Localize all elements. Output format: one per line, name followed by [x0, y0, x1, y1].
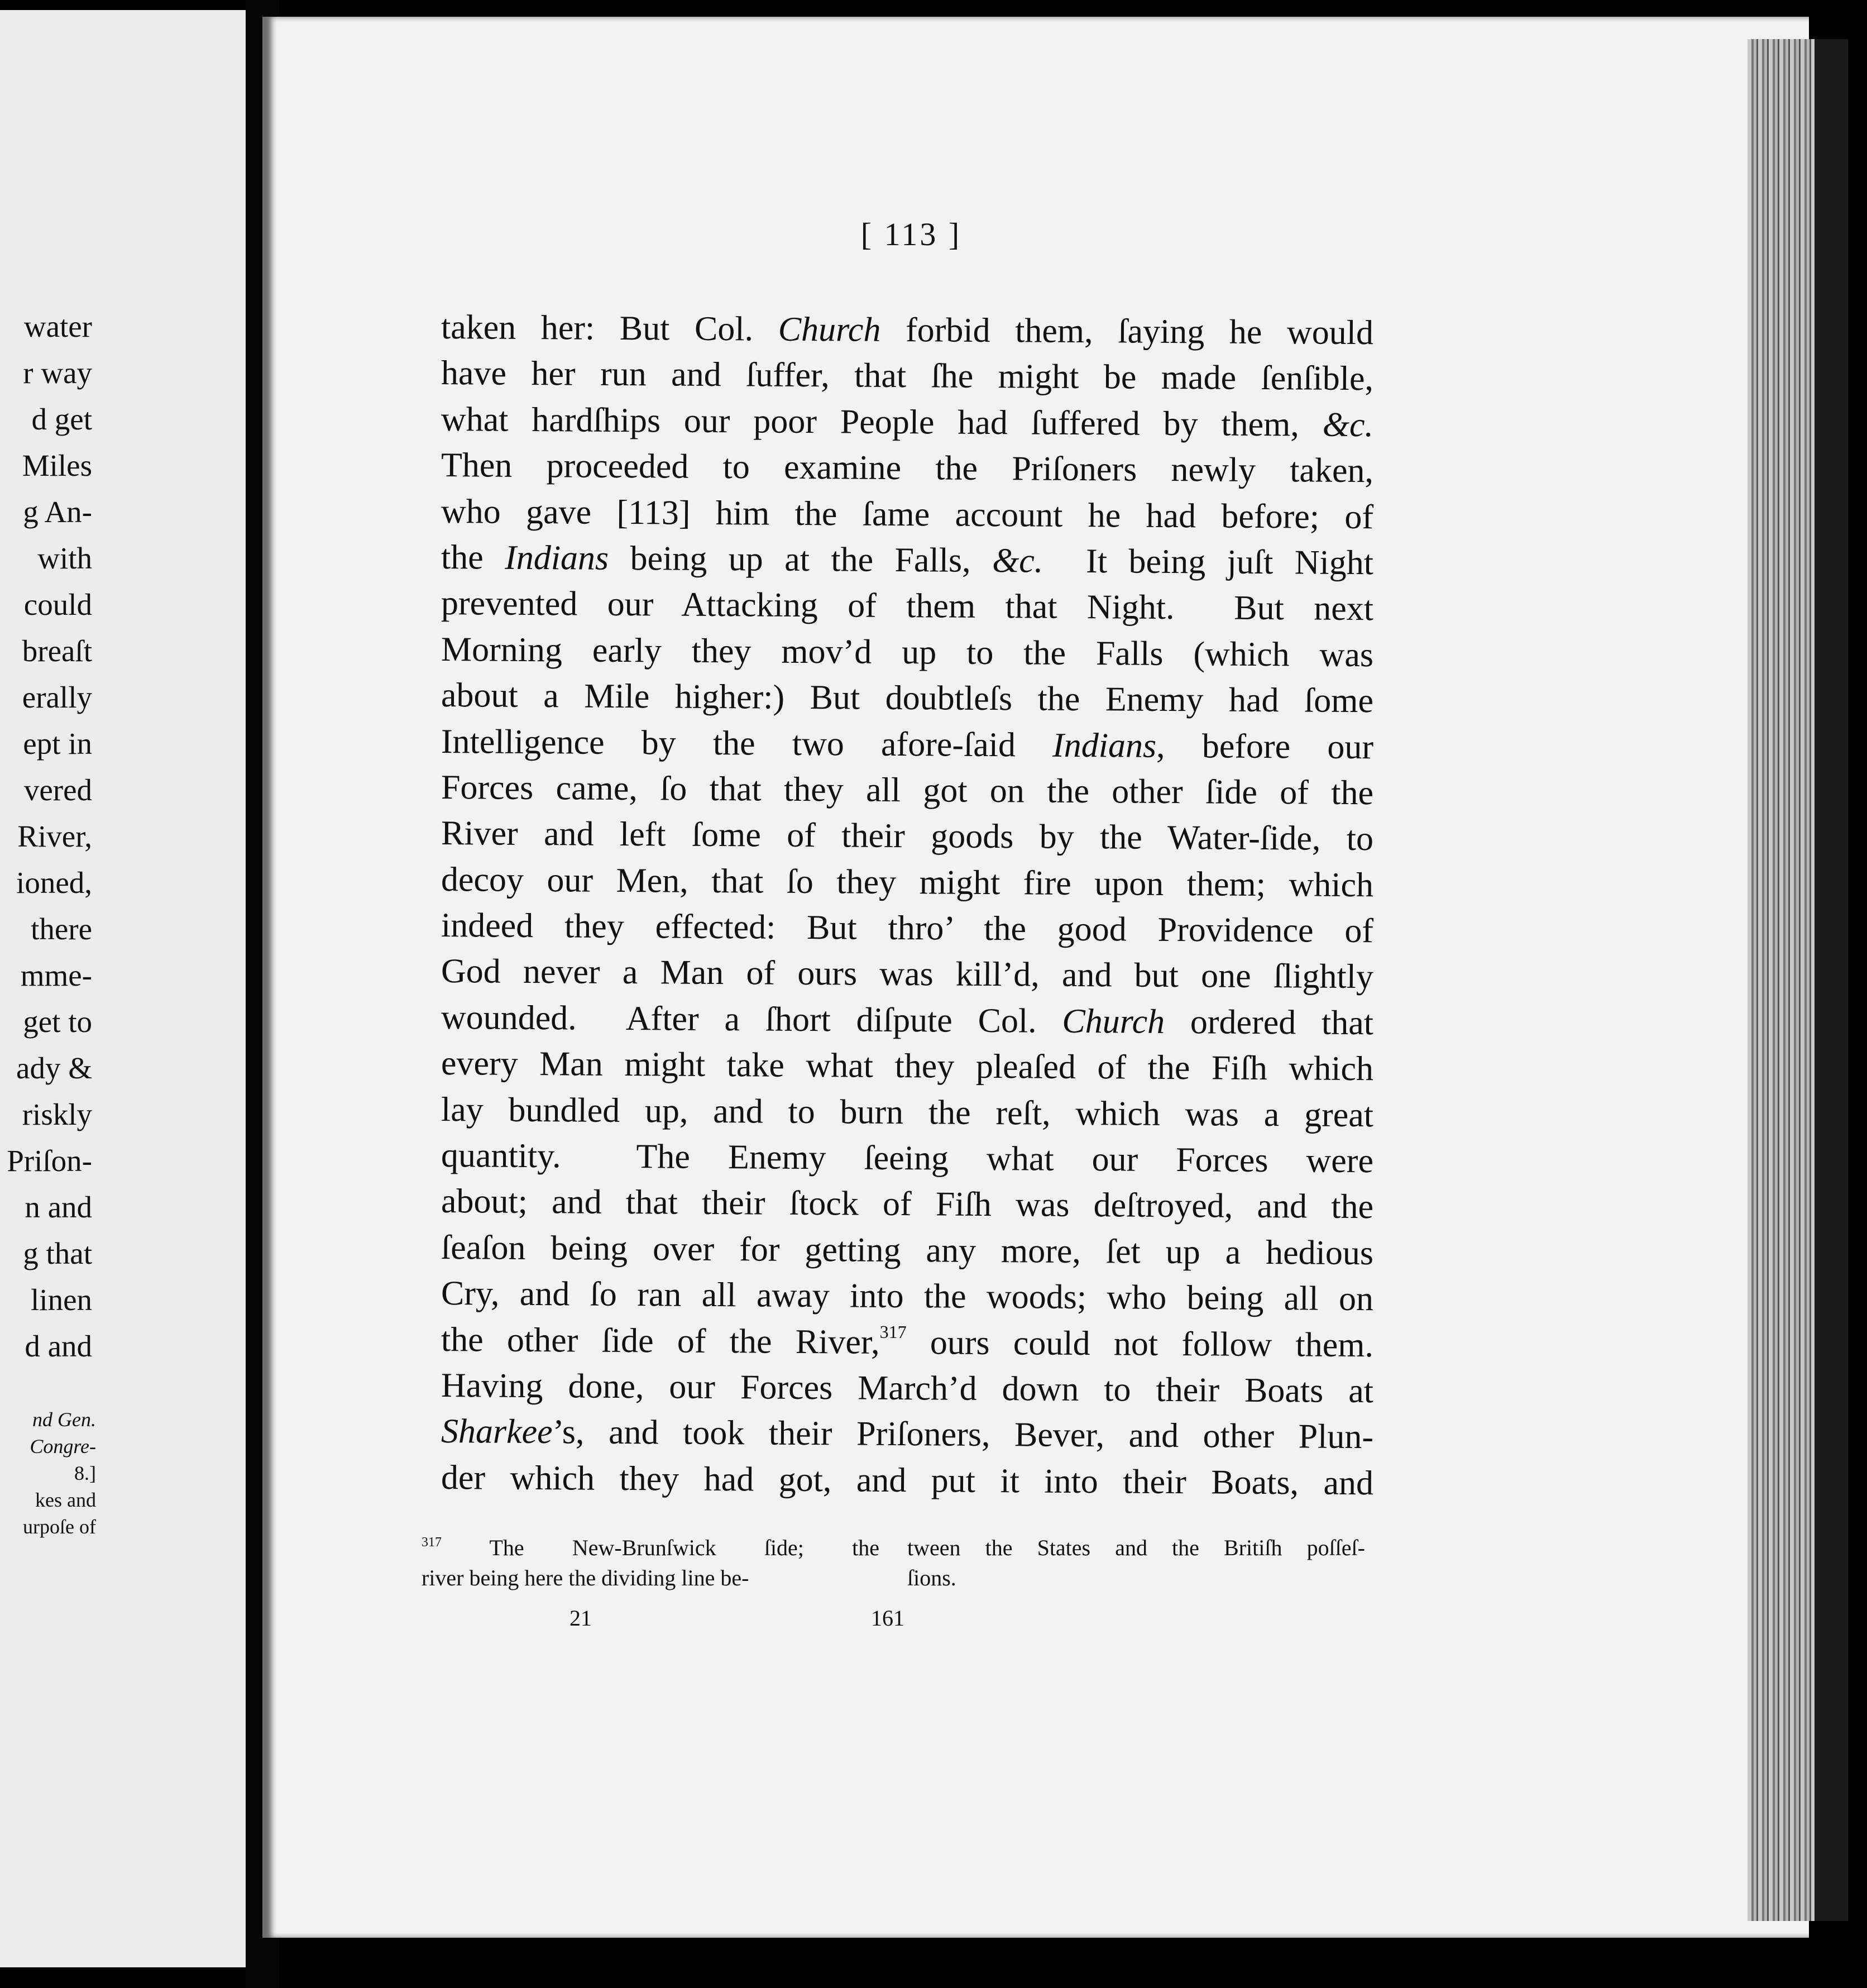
previous-page-line: d get — [31, 402, 92, 436]
text-line: every Man might take what they pleaſed of the Fiſh which — [441, 1044, 1374, 1088]
previous-page-note-line: Congre- — [30, 1435, 96, 1457]
previous-page — [0, 10, 246, 1967]
previous-page-line: linen — [31, 1283, 92, 1317]
text-line: Morning early they mov’d up to the Falls (which was — [441, 630, 1374, 674]
previous-page-line: ept in — [23, 727, 92, 761]
previous-page-note-line: kes and — [35, 1489, 96, 1511]
text-line: ſeaſon being over for getting any more, ſet up a hedious — [441, 1228, 1374, 1273]
body-text — [441, 304, 1373, 1500]
previous-page-line: ady & — [16, 1051, 92, 1085]
text-line: Sharkee’s, and took their Priſoners, Bever, and other Plun- — [441, 1412, 1374, 1456]
footnote-line: tween the States and the Britiſh poſſeſ- — [907, 1535, 1365, 1560]
footnote-line: $^{317}$ The New-Brunſwick ſide; the — [422, 1535, 879, 1560]
footnote-317 — [422, 1533, 1365, 1600]
footnote-column-1 — [422, 1533, 879, 1593]
text-line: taken her: But Col. Church forbid them, ſaying he would — [441, 308, 1374, 352]
folio-number: 161 — [871, 1605, 904, 1631]
previous-page-line: r way — [23, 356, 92, 390]
previous-page-text — [0, 303, 92, 1369]
previous-page-line: ioned, — [16, 866, 92, 900]
text-line: Intelligence by the two afore-ſaid Indians, before our — [441, 722, 1374, 766]
text-line: God never a Man of ours was kill’d, and but one ſlightly — [441, 952, 1374, 996]
previous-page-note-line: nd Gen. — [32, 1408, 96, 1431]
text-line: about; and that their ſtock of Fiſh was deſtroyed, and the — [441, 1182, 1374, 1226]
text-line: the other ſide of the River,$^{317}$ ours could not follow them. — [441, 1320, 1374, 1364]
footnote-line: river being here the dividing line be- — [422, 1565, 749, 1590]
previous-page-line: water — [23, 309, 92, 343]
previous-page-line: get to — [23, 1005, 92, 1039]
page-number: [ 113 ] — [860, 216, 962, 252]
text-line: River and left ſome of their goods by the Water-ſide, to — [441, 814, 1374, 858]
text-line: decoy our Men, that ſo they might fire upon them; which — [441, 860, 1374, 904]
text-line: Cry, and ſo ran all away into the woods; who being all on — [441, 1274, 1374, 1318]
text-line: have her run and ſuffer, that ſhe might be made ſenſible, — [441, 354, 1374, 398]
previous-page-note-line: 8.] — [74, 1462, 96, 1484]
previous-page-line: Miles — [22, 448, 92, 482]
text-line: Forces came, ſo that they all got on the other ſide of the — [441, 768, 1374, 813]
previous-page-line: there — [31, 912, 92, 946]
text-line: wounded. After a ſhort diſpute Col. Church ordered that — [441, 998, 1374, 1043]
text-line: who gave [113] him the ſame account he had before; of — [441, 492, 1374, 536]
text-line: about a Mile higher:) But doubtleſs the Enemy had ſome — [441, 676, 1374, 720]
text-line: lay bundled up, and to burn the reſt, which was a great — [441, 1090, 1374, 1134]
signature-mark: 21 — [569, 1605, 592, 1631]
previous-page-line: g An- — [23, 495, 92, 529]
previous-page-line: River, — [17, 819, 92, 853]
previous-page-line: breaſt — [22, 634, 92, 668]
text-line: the Indians being up at the Falls, &c. It being juſt Night — [441, 538, 1374, 582]
previous-page-line: n and — [25, 1190, 92, 1224]
text-line: Then proceeded to examine the Priſoners newly taken, — [441, 446, 1374, 490]
previous-page-line: Priſon- — [7, 1144, 92, 1178]
previous-page-note-line: urpoſe of — [23, 1516, 96, 1538]
text-line: der which they had got, and put it into their Boats, and — [441, 1458, 1374, 1502]
text-line: what hardſhips our poor People had ſuffered by them, &c. — [441, 400, 1374, 444]
previous-page-line: could — [23, 587, 92, 622]
book-cover-edge — [1815, 39, 1848, 1921]
previous-page-line: erally — [22, 680, 92, 714]
text-line: Having done, our Forces March’d down to their Boats at — [441, 1366, 1374, 1411]
footnote-column-2 — [907, 1533, 1365, 1593]
footnote-line: ſions. — [907, 1565, 956, 1590]
text-line: prevented our Attacking of them that Night. But next — [441, 584, 1374, 628]
previous-page-footnotes — [0, 1406, 96, 1540]
text-line: quantity. The Enemy ſeeing what our Forces were — [441, 1136, 1374, 1181]
previous-page-line: d and — [25, 1329, 92, 1363]
previous-page-line: mme- — [20, 958, 92, 992]
previous-page-line: with — [37, 541, 92, 575]
previous-page-line: g that — [23, 1236, 92, 1270]
text-line: indeed they effected: But thro’ the good Providence of — [441, 906, 1374, 950]
previous-page-line: vered — [23, 773, 92, 807]
previous-page-line: riskly — [22, 1097, 92, 1131]
